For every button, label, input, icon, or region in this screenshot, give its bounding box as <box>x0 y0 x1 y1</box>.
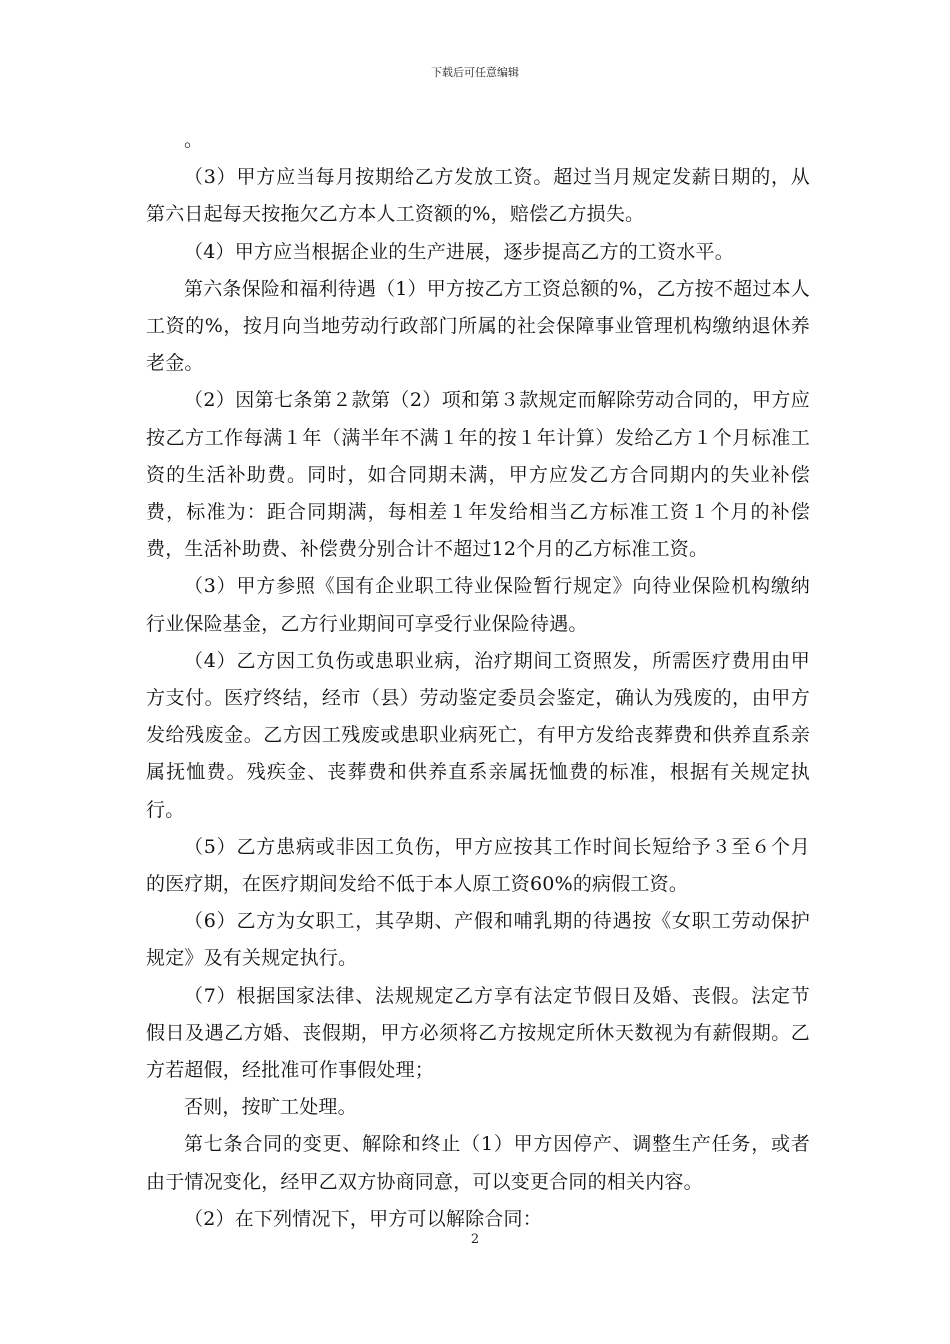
paragraph: （5）乙方患病或非因工负伤，甲方应按其工作时间长短给予３至６个月的医疗期，在医疗期间发给不低于本人原工资60%的病假工资。 <box>146 835 810 896</box>
paragraph: 否则，按旷工处理。 <box>184 1096 357 1119</box>
document-body <box>146 122 810 1238</box>
paragraph: 。 <box>184 129 204 151</box>
page-header: 下载后可任意编辑 <box>431 66 519 79</box>
paragraph: （6）乙方为女职工，其孕期、产假和哺乳期的待遇按《女职工劳动保护规定》及有关规定执行。 <box>146 910 810 970</box>
paragraph: （3）甲方参照《国有企业职工待业保险暂行规定》向待业保险机构缴纳行业保险基金，乙方行业期间可享受行业保险待遇。 <box>146 575 810 635</box>
paragraph: （7）根据国家法律、法规规定乙方享有法定节假日及婚、丧假。法定节假日及遇乙方婚、丧假期，甲方必须将乙方按规定所休天数视为有薪假期。乙方若超假，经批准可作事假处理； <box>146 984 810 1082</box>
paragraph: 第七条合同的变更、解除和终止（1）甲方因停产、调整生产任务，或者由于情况变化，经甲乙双方协商同意，可以变更合同的相关内容。 <box>146 1133 810 1193</box>
page-number: 2 <box>470 1232 480 1247</box>
paragraph: 第六条保险和福利待遇（1）甲方按乙方工资总额的%，乙方按不超过本人工资的%，按月向当地劳动行政部门所属的社会保障事业管理机构缴纳退休养老金。 <box>146 277 810 375</box>
paragraph: （2）在下列情况下，甲方可以解除合同： <box>184 1207 542 1230</box>
paragraph: （4）乙方因工负伤或患职业病，治疗期间工资照发，所需医疗费用由甲方支付。医疗终结，经市（县）劳动鉴定委员会鉴定，确认为残废的，由甲方发给残废金。乙方因工残废或患职业病死亡，有甲方发给丧葬费和供养直系亲属抚恤费。残疾金、丧葬费和供养直系亲属抚恤费的标准，根据有关规定执行。 <box>146 649 810 821</box>
paragraph: （4）甲方应当根据企业的生产进展，逐步提高乙方的工资水平。 <box>184 240 734 263</box>
paragraph: （2）因第七条第２款第（2）项和第３款规定而解除劳动合同的，甲方应按乙方工作每满１年（满半年不满１年的按１年计算）发给乙方１个月标准工资的生活补助费。同时，如合同期未满，甲方应发乙方合同期内的失业补偿费，标准为：距合同期满，每相差１年发给相当乙方标准工资１个月的补偿费，生活补助费、补偿费分别合计不超过12个月的乙方标准工资。 <box>146 389 810 561</box>
paragraph: （3）甲方应当每月按期给乙方发放工资。超过当月规定发薪日期的，从第六日起每天按拖欠乙方本人工资额的%，赔偿乙方损失。 <box>146 166 810 226</box>
